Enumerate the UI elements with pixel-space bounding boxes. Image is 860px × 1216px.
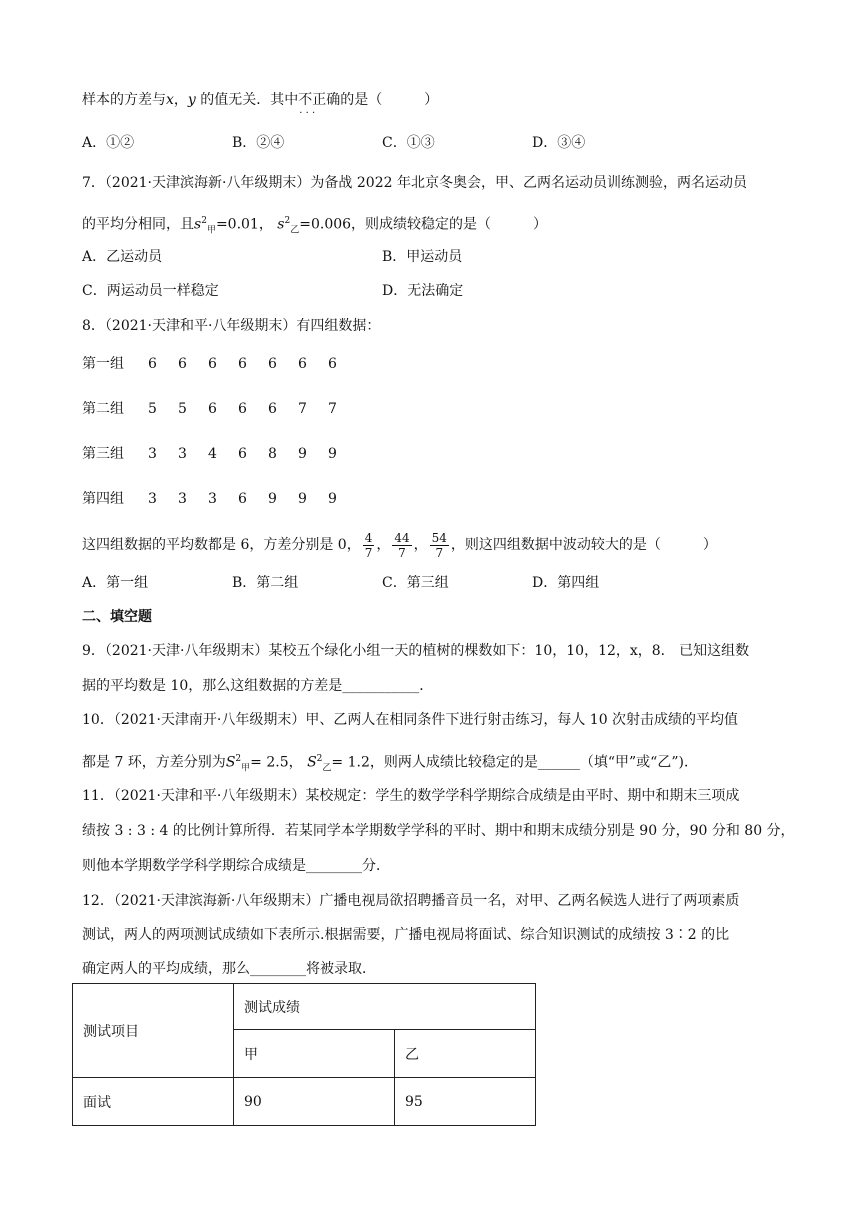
q11-stem-line3: 则他本学期数学学科学期综合成绩是________分． xyxy=(82,858,390,874)
q7-option-b[interactable]: B．甲运动员 xyxy=(382,249,463,265)
q6-option-a[interactable]: A．①② xyxy=(82,135,135,151)
q12-stem-line1: 12．（2021·天津滨海新·八年级期末）广播电视局欲招聘播音员一名，对甲、乙两名候选人进行了两项素质 xyxy=(82,893,740,909)
q8-stem-line1: 8．（2021·天津和平·八年级期末）有四组数据： xyxy=(82,318,381,334)
q7-option-a[interactable]: A．乙运动员 xyxy=(82,249,163,265)
q6-option-c[interactable]: C．①③ xyxy=(382,135,435,151)
q7-option-c[interactable]: C．两运动员一样稳定 xyxy=(82,283,219,299)
table-cell-jia: 90 xyxy=(234,1078,395,1126)
var-x: x xyxy=(166,92,174,108)
q6-line: 样本的方差与x，y 的值无关．其中不正确 · · ·的是（ ） xyxy=(82,90,438,110)
table-col-yi: 乙 xyxy=(395,1030,536,1078)
q9-stem-line2: 据的平均数是 10，那么这组数据的方差是___________． xyxy=(82,678,434,694)
fraction: $\frac{44}{7}$ xyxy=(394,530,410,560)
q10-stem-line2: 都是 7 环，方差分别为$S^2_甲= 2.5$， $S^2_乙= 1.2$，则两人成绩比较稳定的是______（填“甲”或“乙”)． xyxy=(82,754,698,774)
table-cell-yi: 95 xyxy=(395,1078,536,1126)
table-header-item: 测试项目 xyxy=(73,984,234,1078)
q7-stem-line2: 的平均分相同，且$s^2_甲=0.01$， $s^2_乙=0.006$，则成绩较稳定的是（ ） xyxy=(82,216,548,236)
q6-option-b[interactable]: B．②④ xyxy=(232,135,285,151)
table-cell-item: 面试 xyxy=(73,1078,234,1126)
q11-stem-line1: 11．（2021·天津和平·八年级期末）某校规定：学生的数学学科学期综合成绩是由平时、期中和期末三项成 xyxy=(82,788,740,804)
table-col-jia: 甲 xyxy=(234,1030,395,1078)
q8-option-b[interactable]: B．第二组 xyxy=(232,575,299,591)
score-table xyxy=(72,983,536,1126)
table-header-score: 测试成绩 xyxy=(234,984,536,1030)
var-y: y xyxy=(187,92,196,108)
q9-stem-line1: 9．（2021·天津·八年级期末）某校五个绿化小组一天的植树的棵数如下：10，10，12，x，8． 已知这组数 xyxy=(82,643,750,659)
q12-stem-line3: 确定两人的平均成绩，那么________将被录取． xyxy=(82,961,376,977)
fraction: $\frac{54}{7}$ xyxy=(431,530,447,560)
emphasis-text: 不正确 · · · xyxy=(298,92,340,108)
table-row xyxy=(73,1078,536,1126)
q7-stem-line1: 7．（2021·天津滨海新·八年级期末）为备战 2022 年北京冬奥会，甲、乙两名运动员训练测验，两名运动员 xyxy=(82,175,747,191)
q8-option-a[interactable]: A．第一组 xyxy=(82,575,149,591)
q6-option-d[interactable]: D．③④ xyxy=(532,135,586,151)
q7-option-d[interactable]: D．无法确定 xyxy=(382,283,464,299)
q8-summary: 这四组数据的平均数都是 6，方差分别是 0， $\frac{4}{7}$ ， $\frac{44}{7}$ ， $\frac{54}{7}$ ，则这四组数据中波动较大的是（ ） xyxy=(82,530,717,560)
q12-stem-line2: 测试，两人的两项测试成绩如下表所示.根据需要，广播电视局将面试、综合知识测试的成绩按 3∶2 的比 xyxy=(82,927,730,943)
q8-option-d[interactable]: D．第四组 xyxy=(532,575,600,591)
q8-option-c[interactable]: C．第三组 xyxy=(382,575,449,591)
section-title: 二、填空题 xyxy=(82,609,152,625)
q11-stem-line2: 绩按 3 : 3 : 4 的比例计算所得．若某同学本学期数学学科的平时、期中和期末成绩分别是 90 分，90 分和 80 分， xyxy=(82,823,795,839)
q10-stem-line1: 10．（2021·天津南开·八年级期末）甲、乙两人在相同条件下进行射击练习，每人 10 次射击成绩的平均值 xyxy=(82,712,739,728)
fraction: $\frac{4}{7}$ xyxy=(364,530,373,560)
